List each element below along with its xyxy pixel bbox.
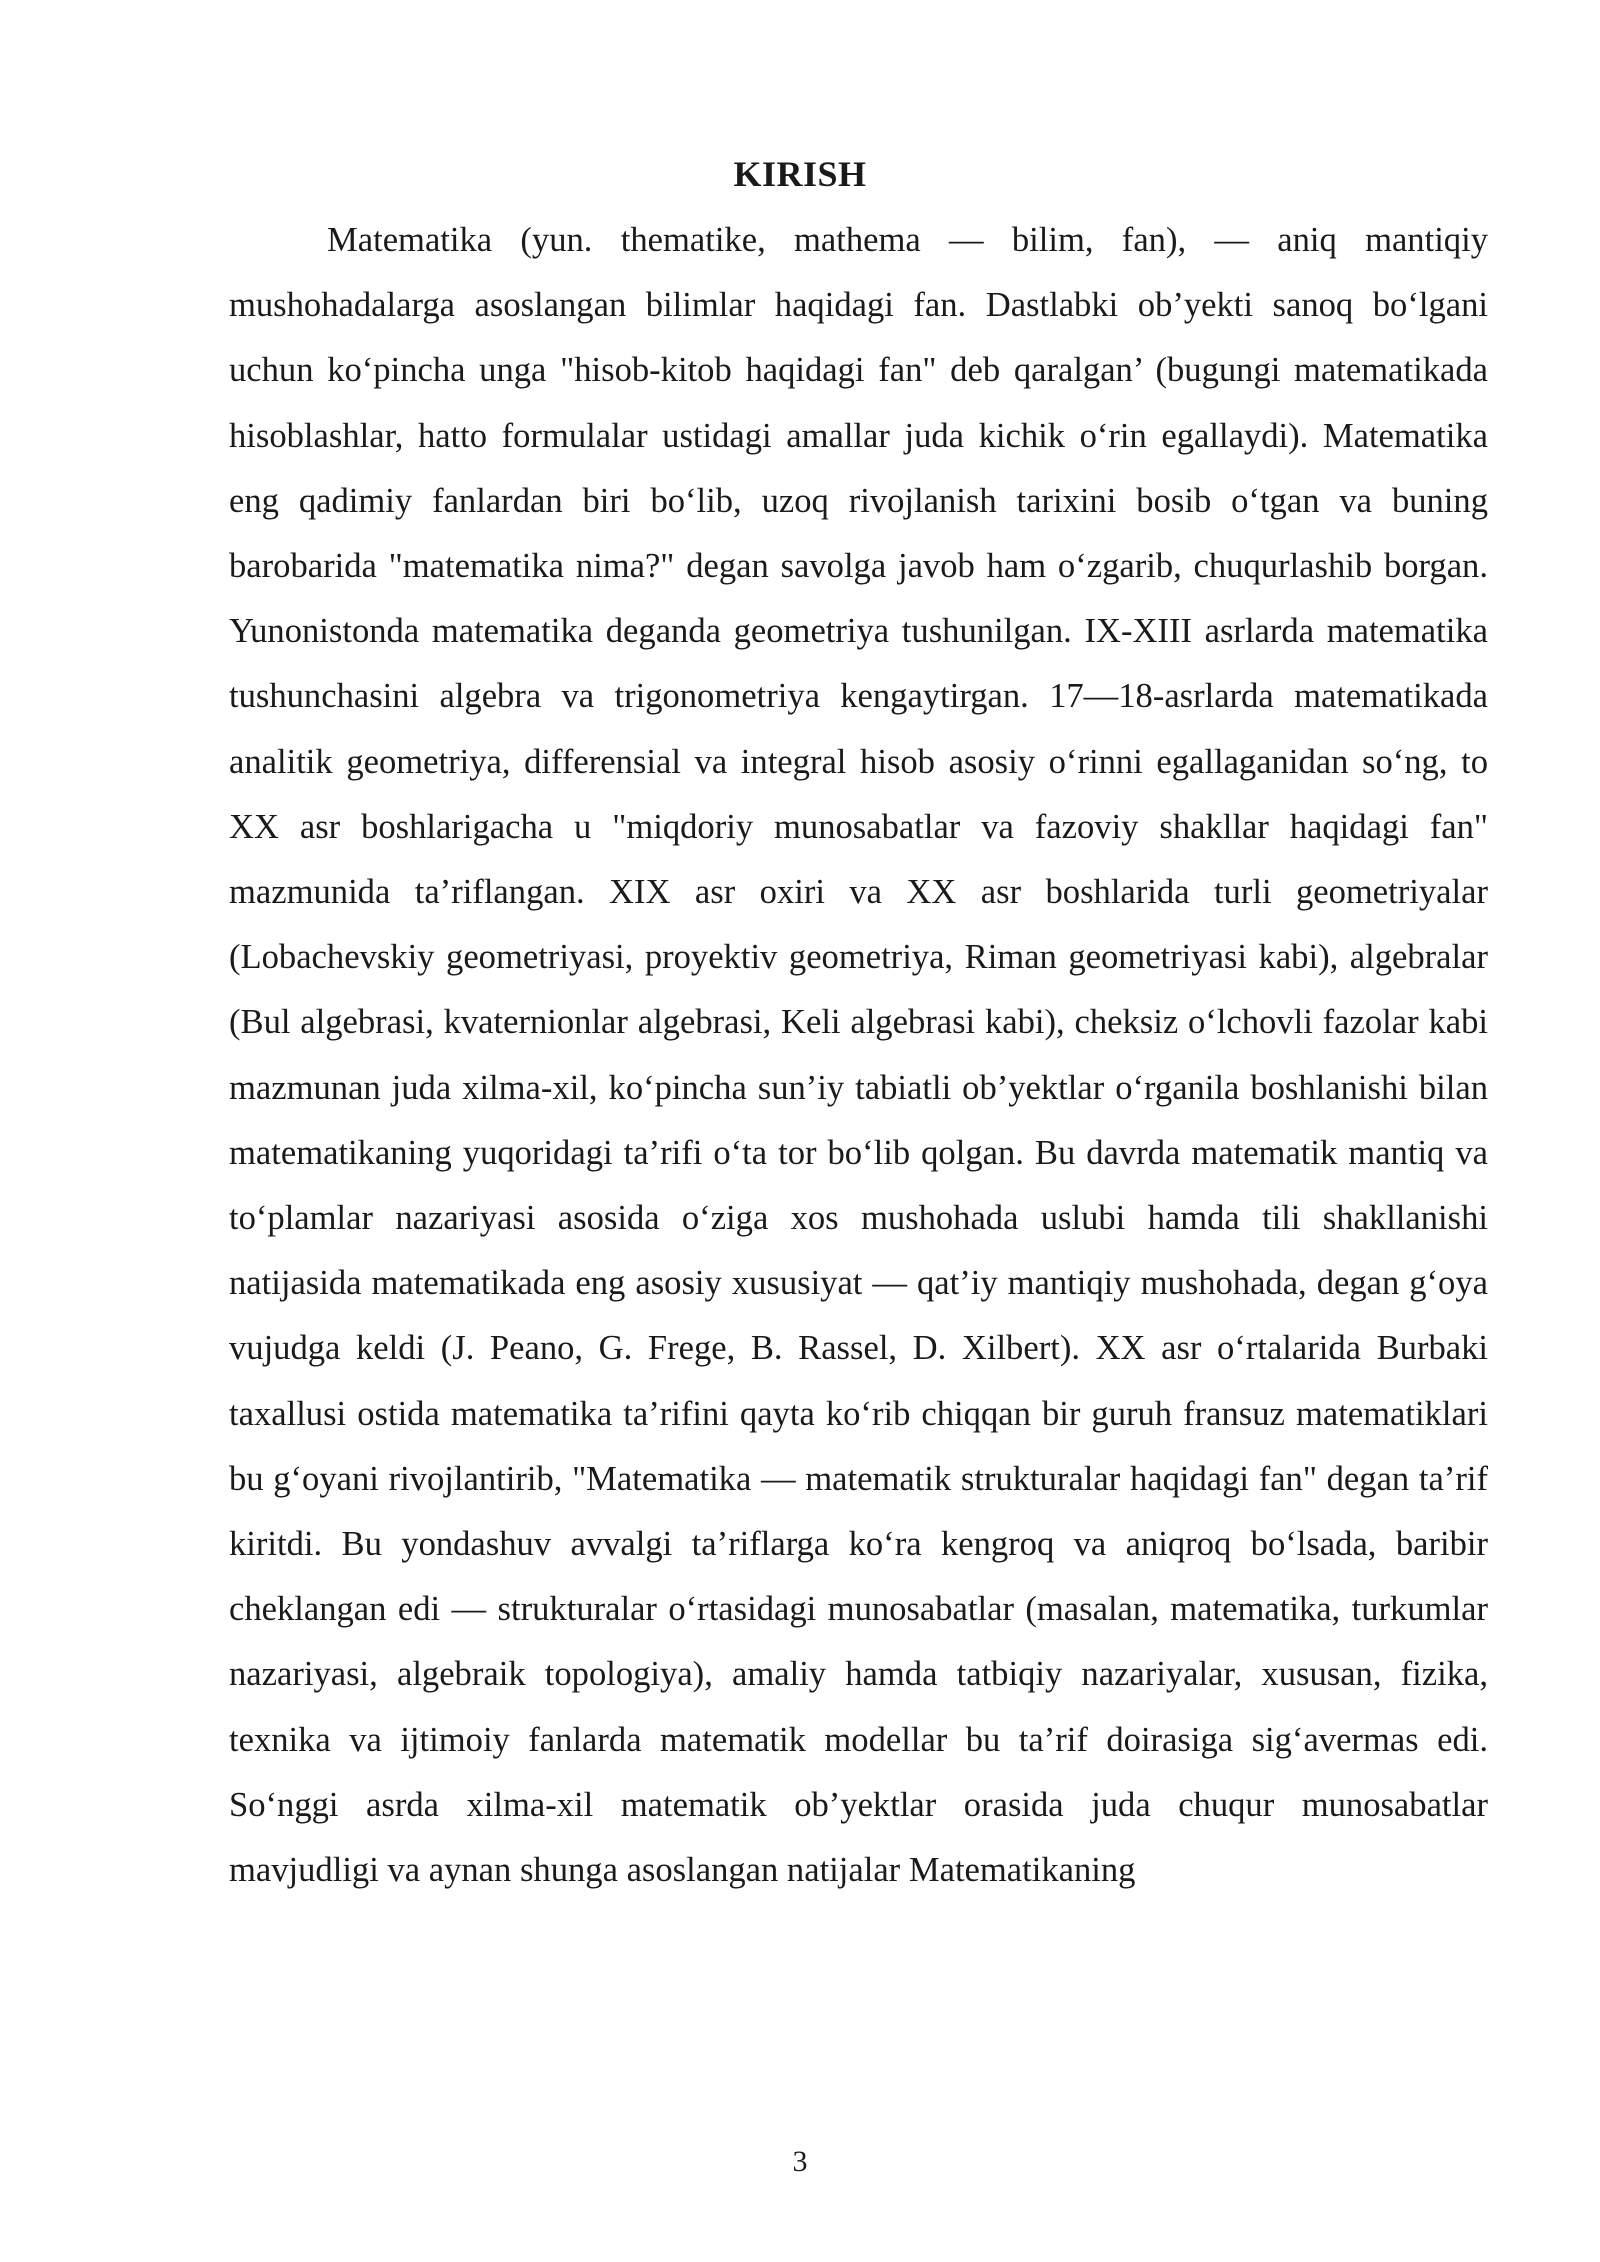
section-heading: KIRISH xyxy=(733,154,867,194)
body-paragraph: Matematika (yun. thematike, mathema — bilim, fan), — aniq mantiqiy mushohadalarga asoslangan bilimlar haqidagi fan. Dastlabki ob’yekti sanoq bo‘lgani uchun ko‘pincha unga "hisob-kitob haqidagi fan" deb qaralgan’ (bugungi matematikada hisoblashlar, hatto formulalar ustidagi amallar juda kichik o‘rin egallaydi). Matematika eng qadimiy fanlardan biri bo‘lib, uzoq rivojlanish tarixini bosib o‘tgan va buning barobarida "matematika nima?" degan savolga javob ham o‘zgarib, chuqurlashib borgan. Yunonistonda matematika deganda geometriya tushunilgan. IX-XIII asrlarda matematika tushunchasini algebra va trigonometriya kengaytirgan. 17—18-asrlarda matematikada analitik geometriya, differensial va integral hisob asosiy o‘rinni egallaganidan so‘ng, to XX asr boshlarigacha u "miqdoriy munosabatlar va fazoviy shakllar haqidagi fan" mazmunida ta’riflangan. XIX asr oxiri va XX asr boshlarida turli geometriyalar (Lobachevskiy geometriyasi, proyektiv geometriya, Riman geometriyasi kabi), algebralar (Bul algebrasi, kvaternionlar algebrasi, Keli algebrasi kabi), cheksiz o‘lchovli fazolar kabi mazmunan juda xilma-xil, ko‘pincha sun’iy tabiatli ob’yektlar o‘rganila boshlanishi bilan matematikaning yuqoridagi ta’rifi o‘ta tor bo‘lib qolgan. Bu davrda matematik mantiq va to‘plamlar nazariyasi asosida o‘ziga xos mushohada uslubi hamda tili shakllanishi natijasida matematikada eng asosiy xususiyat — qat’iy mantiqiy mushohada, degan g‘oya vujudga keldi (J. Peano, G. Frege, B. Rassel, D. Xilbert). XX asr o‘rtalarida Burbaki taxallusi ostida matematika ta’rifini qayta ko‘rib chiqqan bir guruh fransuz matematiklari bu g‘oyani rivojlantirib, "Matematika — matematik strukturalar haqidagi fan" degan ta’rif kiritdi. Bu yondashuv avvalgi ta’riflarga ko‘ra kengroq va aniqroq bo‘lsada, baribir cheklangan edi — strukturalar o‘rtasidagi munosabatlar (masalan, matematika, turkumlar nazariyasi, algebraik topologiya), amaliy hamda tatbiqiy nazariyalar, xususan, fizika, texnika va ijtimoiy fanlarda matematik modellar bu ta’rif doirasiga sig‘avermas edi. So‘nggi asrda xilma-xil matematik ob’yektlar orasida juda chuqur munosabatlar mavjudligi va aynan shunga asoslangan natijalar Matematikaning xyxy=(229,221,1488,1890)
page-number: 3 xyxy=(792,2145,808,2178)
